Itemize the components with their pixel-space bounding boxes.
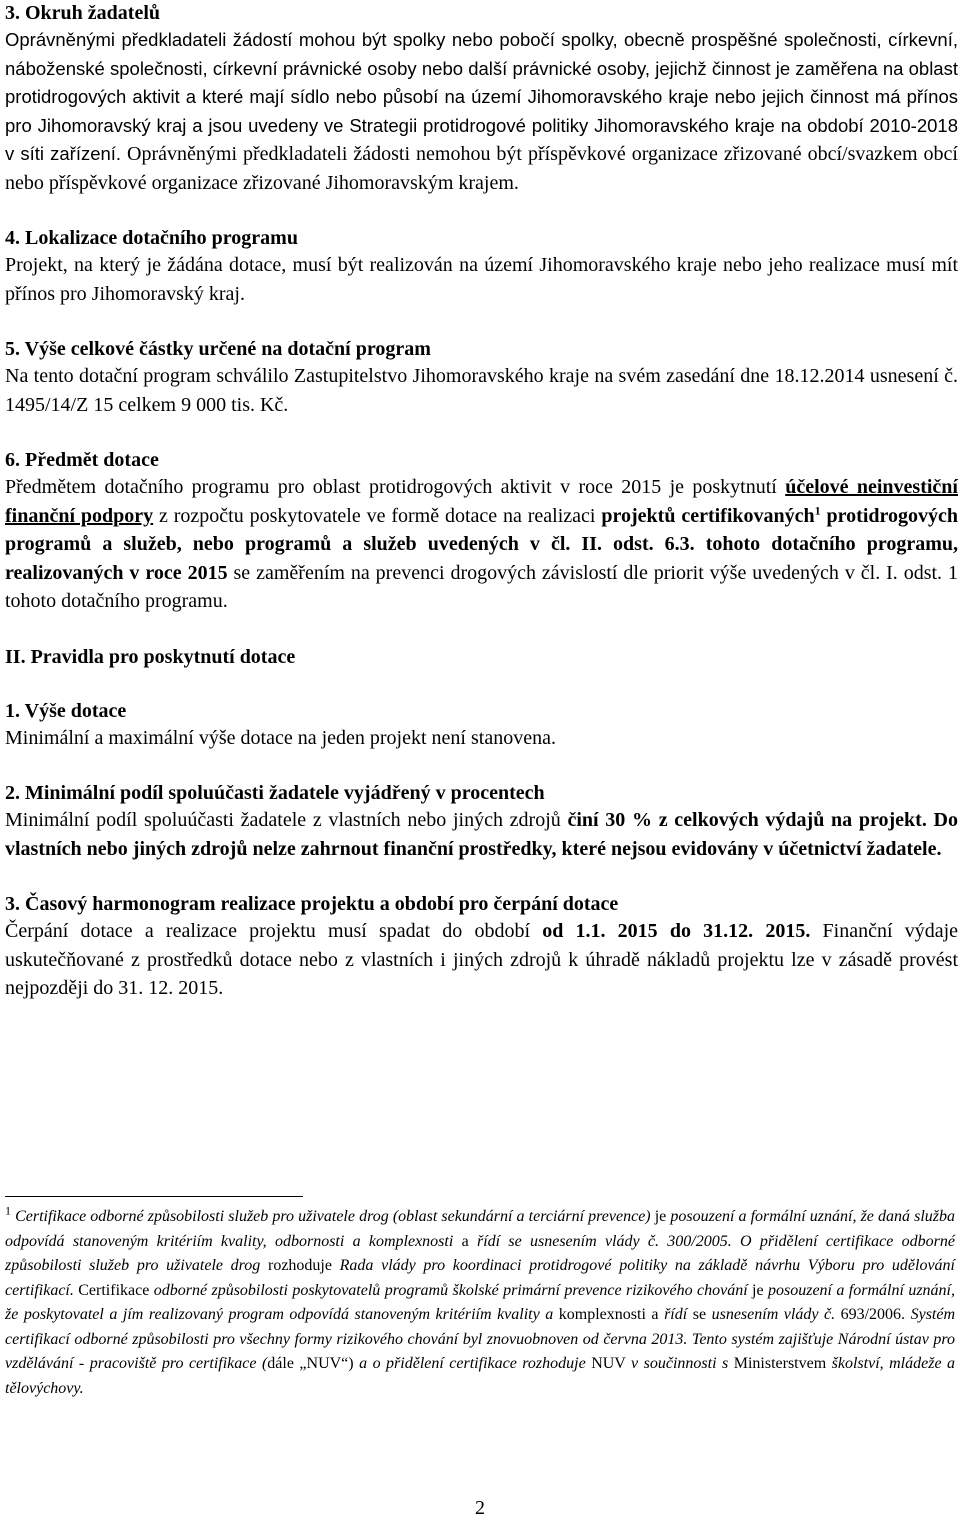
section-II-3-heading: 3. Časový harmonogram realizace projektu a období pro čerpání dotace — [5, 893, 619, 915]
page-number: 2 — [475, 1497, 485, 1519]
section-5-text: Na tento dotační program schválilo Zastupitelstvo Jihomoravského kraje na svém zasedání dne 18.12.2014 usnesení č. 1495/14/Z 15 celkem 9 000 tis. Kč. — [5, 365, 958, 416]
section-II-3-text: Čerpání dotace a realizace projektu musí spadat do období od 1.1. 2015 do 31.12. 2015. Finanční výdaje uskutečňované z prostředků dotace nebo z vlastních i jiných zdrojů k úhradě nákladů projektu lze v zásadě provést nejpozději do 31. 12. 2015. — [5, 920, 958, 999]
chapter-II-heading: II. Pravidla pro poskytnutí dotace — [5, 645, 296, 668]
section-6-text: Předmětem dotačního programu pro oblast protidrogových aktivit v roce 2015 je poskytnutí účelové neinvestiční finanční podpory z rozpočtu poskytovatele ve formě dotace na realizaci projektů certifikovaných$^1$ protidrogových programů a služeb, nebo programů a služeb uvedených v čl. II. odst. 6.3. tohoto dotačního programu, realizovaných v roce 2015 se zaměřením na prevenci drogových závislostí dle priorit výše uvedených v čl. I. odst. 1 tohoto dotačního programu. — [5, 476, 959, 612]
document-page — [5, 0, 958, 1003]
section-II-2-text: Minimální podíl spoluúčasti žadatele z vlastních nebo jiných zdrojů činí 30 % z celkových výdajů na projekt. Do vlastních nebo jiných zdrojů nelze zahrnout finanční prostředky, které nejsou evidovány v účetnictví žadatele. — [5, 809, 958, 860]
footnote-text: $^1$ Certifikace odborné způsobilosti služeb pro uživatele drog (oblast sekundární a terciární prevence) je posouzení a formální uznání, že daná služba odpovídá stanoveným kritériím kvality, odbornosti a komplexnosti a řídí se usnesením vlády č. 300/2005. O přidělení certifikace odborné způsobilosti služeb pro uživatele drog rozhoduje Rada vlády pro koordinaci protidrogové politiky na základě návrhu Výboru pro udělování certifikací. Certifikace odborné způsobilosti poskytovatelů programů školské primární prevence rizikového chování je posouzení a formální uznání, že poskytovatel a jím realizovaný program odpovídá stanoveným kritériím kvality a komplexnosti a řídí se usnesením vlády č. 693/2006. Systém certifikací odborné způsobilosti pro všechny formy rizikového chování byl znovuobnoven od června 2013. Tento systém zajišťuje Národní ústav pro vzdělávání - pracoviště pro certifikace (dále „NUV“) a o přidělení certifikace rozhoduje NUV v součinnosti s Ministerstvem školství, mládeže a tělovýchovy. — [5, 1203, 956, 1397]
footnote-ref: 1 — [814, 502, 821, 517]
section-II-1-heading: 1. Výše dotace — [5, 699, 127, 722]
section-5-heading: 5. Výše celkové částky určené na dotační program — [5, 338, 431, 360]
section-3-text: Oprávněnými předkladateli žádostí mohou být spolky nebo pobočí spolky, obecně prospěšné společnosti, církevní, náboženské společnosti, církevní právnické osoby nebo další právnické osoby, jejichž činnost je zaměřena na oblast protidrogových aktivit a které mají sídlo nebo působí na území Jihomoravského kraje nebo jejich činnost má přínos pro Jihomoravský kraj a jsou uvedeny ve Strategii protidrogové politiky Jihomoravského kraje na období 2010-2018 v síti zařízení. Oprávněnými předkladateli žádosti nemohou být příspěvkové organizace zřizované obcí/svazkem obcí nebo příspěvkové organizace zřizované Jihomoravským krajem. — [5, 29, 958, 194]
footnote-block — [5, 1196, 955, 1401]
section-II-1-text: Minimální a maximální výše dotace na jeden projekt není stanovena. — [5, 726, 556, 749]
section-4-text: Projekt, na který je žádána dotace, musí být realizován na území Jihomoravského kraje nebo jeho realizace musí mít přínos pro Jihomoravský kraj. — [5, 254, 958, 305]
section-II-2-heading: 2. Minimální podíl spoluúčasti žadatele vyjádřený v procentech — [5, 782, 545, 804]
footnote-separator — [5, 1196, 303, 1197]
section-4-heading: 4. Lokalizace dotačního programu — [5, 227, 298, 249]
section-6-heading: 6. Předmět dotace — [5, 449, 159, 471]
section-3-heading: 3. Okruh žadatelů — [5, 2, 161, 24]
